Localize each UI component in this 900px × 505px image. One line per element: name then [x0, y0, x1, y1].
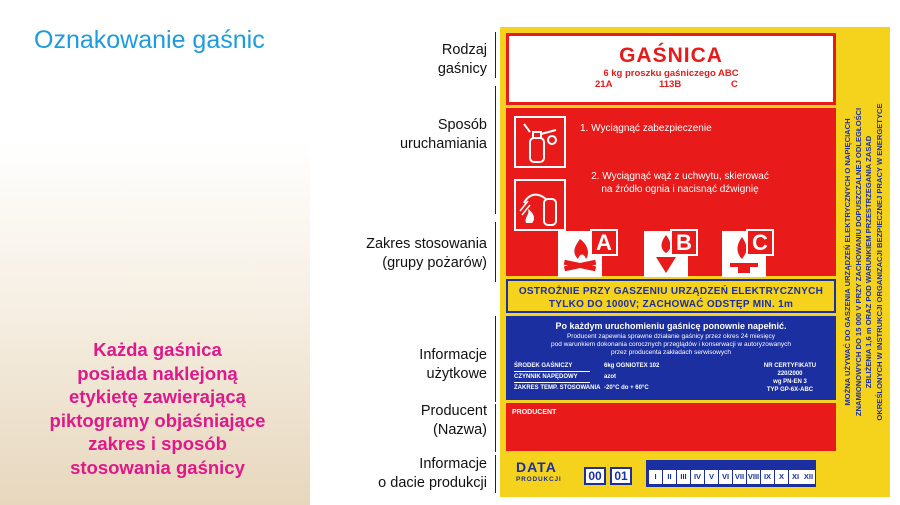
step-2-line: 2. Wyciągnąć wąż z uchwytu, skierować	[591, 171, 769, 182]
refill-note: przez producenta zakładach serwisowych	[611, 349, 731, 356]
label-subtitle: 6 kg proszku gaśniczego ABC	[603, 68, 739, 79]
label-line: Zakres stosowania	[366, 236, 487, 252]
month-strip	[646, 460, 816, 487]
month-cell: IV	[691, 470, 704, 484]
step-1: 1. Wyciągnąć zabezpieczenie	[580, 123, 712, 134]
label-activation	[400, 116, 487, 154]
leader-line	[495, 404, 496, 452]
cert-line: TYP GP-6X-ABC	[766, 387, 814, 393]
pin-pictogram	[514, 116, 566, 168]
warning-line: TYLKO DO 1000V; ZACHOWAĆ ODSTĘP MIN. 1m	[548, 299, 794, 310]
divider	[514, 371, 590, 372]
side-note-line: ZBLIŻENIA 1,6 m ORAZ POD WARUNKIEM PRZESTRZEGANIA ZASAD	[864, 135, 873, 389]
spray-pictogram	[514, 179, 566, 231]
month-cell: XII	[802, 470, 815, 484]
divider	[514, 382, 590, 383]
label-producer	[421, 402, 487, 440]
month-cell: XI	[789, 470, 802, 484]
type-box	[506, 33, 836, 105]
spec-value: azot	[604, 374, 616, 380]
cert-line: NR CERTYFIKATU	[763, 363, 817, 369]
label-line: Sposób	[437, 117, 487, 133]
leader-line	[495, 222, 496, 282]
step-2-line: na źródło ognia i nacisnąć dźwignię	[601, 184, 759, 195]
label-line: (grupy pożarów)	[382, 255, 487, 271]
slide-title: Oznakowanie gaśnic	[34, 26, 265, 54]
caption-line: Każda gaśnica	[93, 339, 222, 360]
label-scope	[366, 235, 487, 273]
spec-value: -20°C do + 60°C	[604, 385, 649, 391]
date-sub: PRODUKCJI	[516, 476, 562, 483]
month-cell: II	[663, 470, 676, 484]
fire-class-c: C	[746, 229, 774, 256]
cert-line: wg PN-EN 3	[773, 379, 807, 385]
label-line: gaśnicy	[437, 61, 487, 77]
label-line: Informacje	[419, 347, 487, 363]
side-note-line: ZNAMIONOWYCH DO 15 000 V PRZY ZACHOWANIU DOPUSZCZALNEJ ODLEGŁOŚCI	[853, 107, 863, 417]
side-note-line: OKREŚLONYCH W INSTRUKCJI ORGANIZACJI BEZPIECZNEJ PRACY W ENERGETYCE	[874, 103, 884, 421]
spec-key: ŚRODEK GAŚNICZY	[514, 363, 573, 369]
caption-line: etykietę zawierającą	[69, 386, 246, 407]
label-title: GAŚNICA	[619, 44, 723, 67]
month-cell: I	[649, 470, 662, 484]
label-line: uruchamiania	[399, 136, 487, 152]
caption-line: stosowania gaśnicy	[70, 456, 245, 478]
extinguisher-spray-icon	[516, 181, 564, 229]
side-note-text	[843, 42, 885, 482]
label-type	[438, 41, 487, 79]
side-note-line: MOŻNA UŻYWAĆ DO GASZENIA URZĄDZEŃ ELEKTRYCZNYCH O NAPIĘCIACH	[843, 118, 852, 406]
spec-key: CZYNNIK NAPĘDOWY	[514, 374, 578, 380]
leader-line	[495, 32, 496, 78]
extinguisher-label	[500, 27, 890, 497]
electrical-warning	[506, 279, 836, 313]
spec-value: 6kg OGNIOTEX 102	[604, 363, 660, 369]
month-cell: X	[775, 470, 788, 484]
label-production	[378, 455, 487, 493]
extinguisher-pin-icon	[516, 118, 564, 166]
month-cell: VII	[733, 470, 746, 484]
label-usage	[419, 346, 487, 384]
usage-info	[506, 316, 836, 400]
year-box: 00	[584, 467, 606, 485]
step-2	[580, 170, 780, 196]
side-note	[841, 33, 887, 491]
producer-label: PRODUCENT	[512, 409, 557, 416]
refill-note: pod warunkiem dokonania corocznych przeglądów i konserwacji w autoryzowanych	[551, 341, 791, 348]
label-line: Rodzaj	[441, 42, 487, 58]
year-box: 01	[610, 467, 632, 485]
leader-line	[495, 86, 496, 214]
month-cell: VI	[719, 470, 732, 484]
rating-a: 21A	[595, 79, 613, 90]
spec-key: ZAKRES TEMP. STOSOWANIA	[514, 385, 601, 391]
fire-class-a: A	[590, 229, 618, 256]
cert-line: 220/2000	[777, 371, 803, 377]
month-cell: VIII	[747, 470, 760, 484]
fire-class-b: B	[670, 229, 698, 256]
caption-line: zakres i sposób	[88, 433, 227, 454]
caption-line: posiada naklejoną	[77, 362, 238, 384]
label-line: o dacie produkcji	[378, 475, 487, 491]
label-line: Producent	[420, 403, 487, 419]
rating-b: 113B	[659, 79, 682, 90]
caption	[20, 338, 295, 479]
refill-note: Producent zapewnia sprawne działanie gaśnicy przez okres 24 miesięcy	[566, 333, 776, 340]
label-line: (Nazwa)	[433, 422, 487, 438]
production-date	[506, 455, 836, 491]
leader-line	[495, 316, 496, 402]
date-word: DATA	[516, 459, 557, 475]
warning-line: OSTROŻNIE PRZY GASZENIU URZĄDZEŃ ELEKTRYCZNYCH	[518, 286, 824, 297]
month-cell: IX	[761, 470, 774, 484]
month-cell: V	[705, 470, 718, 484]
refill-title: Po każdym uruchomieniu gaśnicę ponownie napełnić.	[555, 321, 787, 331]
rating-c: C	[731, 79, 738, 90]
label-line: użytkowe	[426, 366, 487, 382]
leader-line	[495, 455, 496, 493]
caption-line: piktogramy objaśniające	[49, 409, 266, 431]
month-cell: III	[677, 470, 690, 484]
label-line: Informacje	[419, 456, 487, 472]
producer-box	[506, 403, 836, 451]
